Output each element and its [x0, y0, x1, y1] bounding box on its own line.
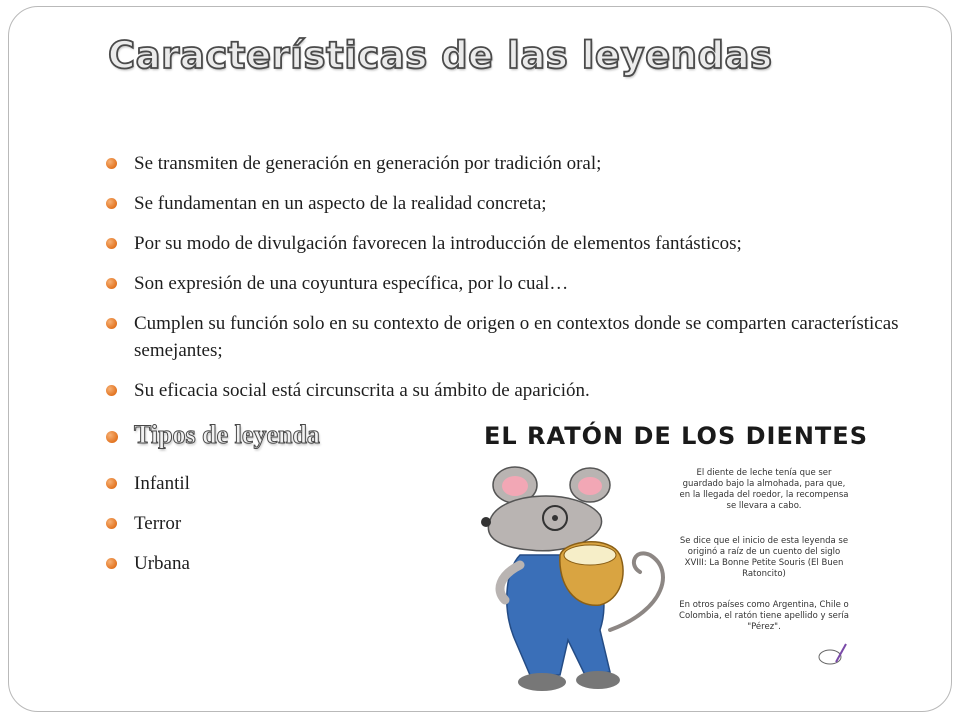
bullet-icon	[106, 278, 117, 289]
list-item-text: Se transmiten de generación en generación por tradición oral;	[134, 153, 602, 174]
characteristics-list	[104, 150, 904, 417]
types-heading-text: Tipos de leyenda	[134, 420, 320, 449]
list-item	[104, 377, 904, 404]
mouse-icon	[460, 460, 690, 700]
bullet-icon	[106, 478, 117, 489]
list-item-text: Son expresión de una coyuntura específica, por lo cual…	[134, 273, 569, 294]
bullet-icon	[106, 158, 117, 169]
list-item-text: Urbana	[134, 553, 190, 574]
list-item	[104, 150, 904, 177]
list-item-text: Infantil	[134, 473, 190, 494]
list-item-text: Su eficacia social está circunscrita a su ámbito de aparición.	[134, 380, 590, 401]
list-item	[104, 230, 904, 257]
illustration-paragraph: En otros países como Argentina, Chile o Colombia, el ratón tiene apellido y sería "Pérez".	[679, 600, 849, 632]
list-item	[104, 270, 904, 297]
list-item	[104, 190, 904, 217]
list-item-text: Cumplen su función solo en su contexto de origen o en contextos donde se comparten características semejantes;	[134, 313, 899, 361]
raton-illustration	[450, 410, 870, 700]
bullet-icon	[106, 318, 117, 329]
bullet-icon	[106, 385, 117, 396]
types-list	[104, 470, 190, 590]
list-item-text: Se fundamentan en un aspecto de la realidad concreta;	[134, 193, 547, 214]
list-item	[104, 310, 904, 364]
bullet-icon	[106, 198, 117, 209]
bullet-icon	[106, 518, 117, 529]
illustration-paragraph: El diente de leche tenía que ser guardado bajo la almohada, para que, en la llegada del roedor, la recompensa se llevara a cabo.	[679, 468, 849, 511]
bullet-icon	[106, 431, 118, 443]
publisher-logo-icon	[816, 640, 850, 670]
types-heading	[104, 420, 320, 450]
list-item-text: Por su modo de divulgación favorecen la introducción de elementos fantásticos;	[134, 233, 742, 254]
list-item-text: Terror	[134, 513, 182, 534]
list-item	[104, 470, 190, 497]
illustration-title: EL RATÓN DE LOS DIENTES	[484, 422, 868, 450]
list-item	[104, 510, 190, 537]
list-item	[104, 550, 190, 577]
illustration-paragraph: Se dice que el inicio de esta leyenda se originó a raíz de un cuento del siglo XVIII: La Bonne Petite Souris (El Buen Ratoncito)	[679, 536, 849, 579]
slide-title: Características de las leyendas	[108, 34, 773, 77]
bullet-icon	[106, 558, 117, 569]
bullet-icon	[106, 238, 117, 249]
